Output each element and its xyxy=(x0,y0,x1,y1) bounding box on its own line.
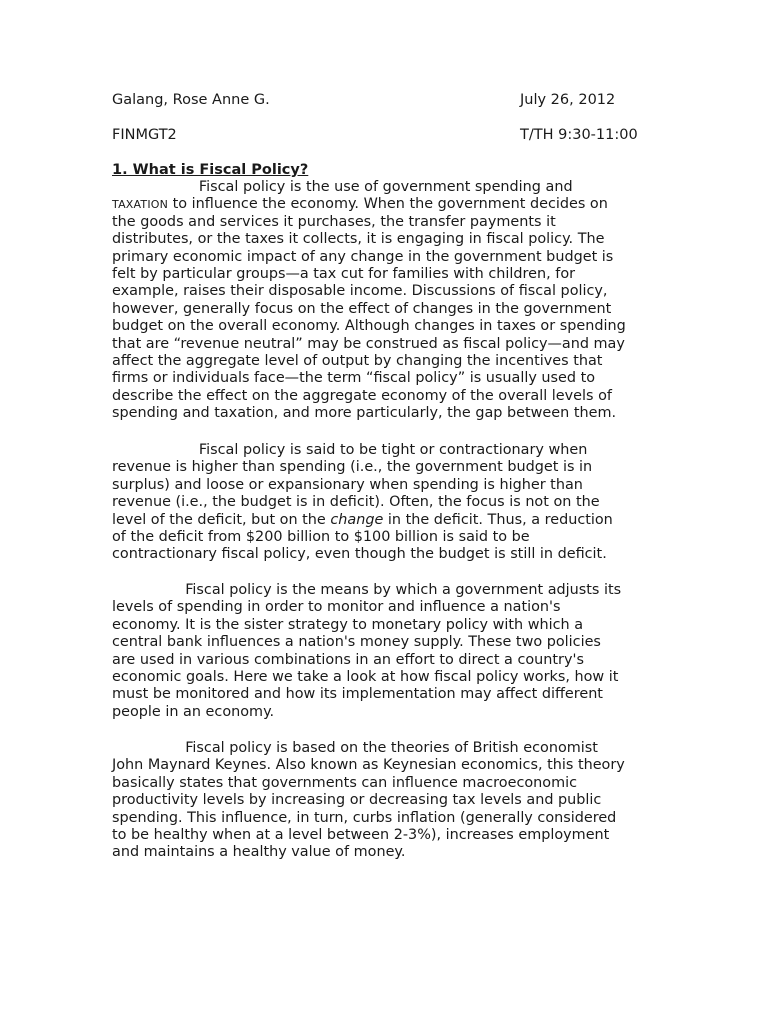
paragraph-line: Fiscal policy is the means by which a government adjusts its xyxy=(112,582,622,598)
paragraph-line: spending and taxation, and more particularly, the gap between them. xyxy=(112,405,617,422)
section-heading: 1. What is Fiscal Policy? xyxy=(112,162,309,178)
paragraph-line: economy. It is the sister strategy to monetary policy with which a xyxy=(112,616,584,633)
paragraph-line: that are “revenue neutral” may be construed as fiscal policy—and may xyxy=(112,335,625,352)
paragraph-line: to be healthy when at a level between 2-3%), increases employment xyxy=(112,827,610,844)
paragraph-line: central bank influences a nation's money supply. These two policies xyxy=(112,634,601,651)
paragraph-4 xyxy=(112,740,625,862)
paragraph-line: contractionary fiscal policy, even though the budget is still in deficit. xyxy=(112,546,607,563)
paragraph-line-text: level of the deficit, but on the xyxy=(112,511,331,528)
paragraph-line: affect the aggregate level of output by changing the incentives that xyxy=(112,353,603,370)
paragraph-3 xyxy=(112,582,621,721)
paragraph-line xyxy=(112,512,613,529)
paragraph-2 xyxy=(112,442,613,564)
paragraph-line: felt by particular groups—a tax cut for families with children, for xyxy=(112,266,576,283)
paragraph-line: of the deficit from $200 billion to $100 billion is said to be xyxy=(112,529,530,546)
paragraph-line: and maintains a healthy value of money. xyxy=(112,844,406,861)
paragraph-line: distributes, or the taxes it collects, it is engaging in fiscal policy. The xyxy=(112,231,605,248)
paragraph-line: are used in various combinations in an effort to direct a country's xyxy=(112,651,584,668)
paragraph-line: spending. This influence, in turn, curbs inflation (generally considered xyxy=(112,809,617,826)
class-schedule: T/TH 9:30-11:00 xyxy=(520,127,638,143)
paragraph-line: example, raises their disposable income. Discussions of fiscal policy, xyxy=(112,283,608,300)
paragraph-line: John Maynard Keynes. Also known as Keynesian economics, this theory xyxy=(112,757,625,774)
student-name: Galang, Rose Anne G. xyxy=(112,92,270,108)
paragraph-line: budget on the overall economy. Although changes in taxes or spending xyxy=(112,318,626,335)
paragraph-line: productivity levels by increasing or decreasing tax levels and public xyxy=(112,792,602,809)
paragraph-line xyxy=(112,196,626,213)
paragraph-line: the goods and services it purchases, the transfer payments it xyxy=(112,213,556,230)
document-date: July 26, 2012 xyxy=(520,92,616,108)
paragraph-line: Fiscal policy is the use of government spending and xyxy=(112,179,573,195)
paragraph-line: surplus) and loose or expansionary when spending is higher than xyxy=(112,476,583,493)
paragraph-line: revenue is higher than spending (i.e., the government budget is in xyxy=(112,459,593,476)
paragraph-line: people in an economy. xyxy=(112,703,275,720)
paragraph-line: economic goals. Here we take a look at how fiscal policy works, how it xyxy=(112,669,619,686)
paragraph-1 xyxy=(112,179,626,423)
paragraph-line-text: to influence the economy. When the government decides on xyxy=(168,196,608,213)
paragraph-line: revenue (i.e., the budget is in deficit). Often, the focus is not on the xyxy=(112,494,600,511)
taxation-link-text: TAXATION xyxy=(112,198,169,212)
paragraph-line: Fiscal policy is based on the theories of British economist xyxy=(112,740,598,756)
paragraph-line: primary economic impact of any change in the government budget is xyxy=(112,248,614,265)
emphasis-change: change xyxy=(330,511,384,528)
course-code: FINMGT2 xyxy=(112,127,177,143)
paragraph-line: basically states that governments can influence macroeconomic xyxy=(112,774,578,791)
paragraph-line-text: in the deficit. Thus, a reduction xyxy=(383,511,613,528)
paragraph-line: Fiscal policy is said to be tight or contractionary when xyxy=(112,442,588,458)
paragraph-line: however, generally focus on the effect of changes in the government xyxy=(112,300,612,317)
paragraph-line: must be monitored and how its implementation may affect different xyxy=(112,686,603,703)
paragraph-line: levels of spending in order to monitor and influence a nation's xyxy=(112,599,561,616)
paragraph-line: describe the effect on the aggregate economy of the overall levels of xyxy=(112,387,612,404)
paragraph-line: firms or individuals face—the term “fiscal policy” is usually used to xyxy=(112,370,596,387)
